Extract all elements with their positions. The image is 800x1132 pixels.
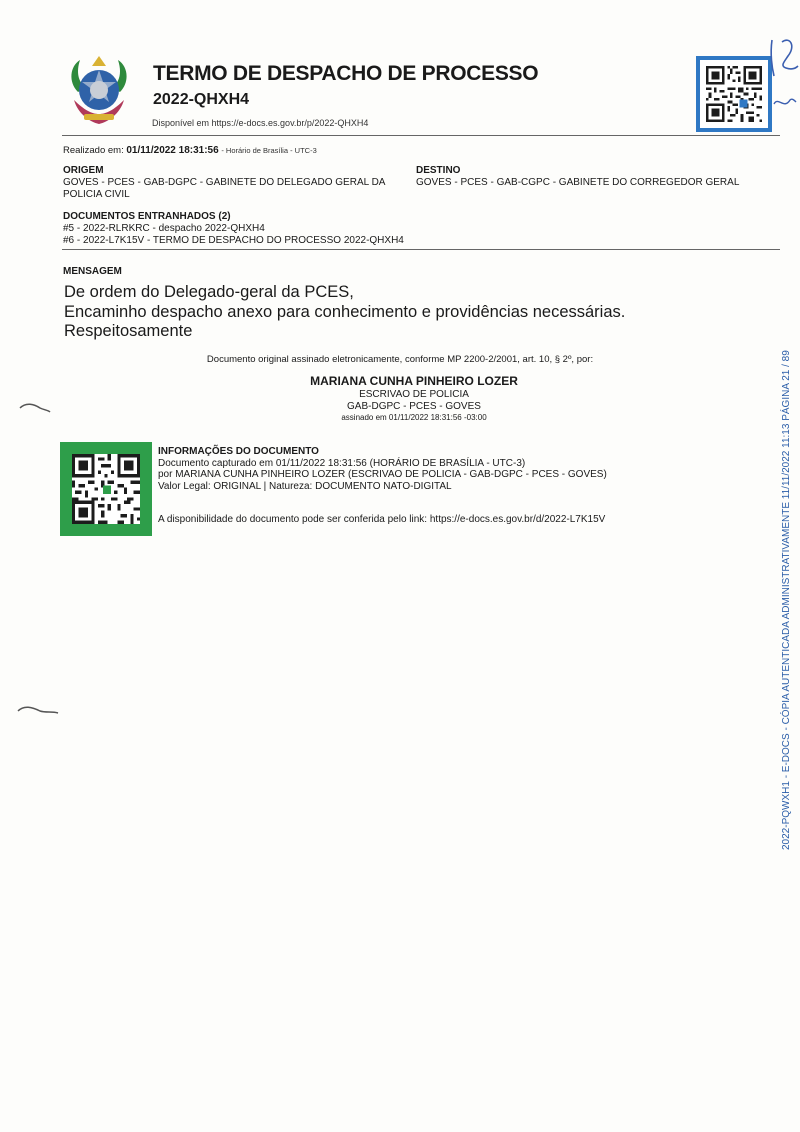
signature-note: Documento original assinado eletronicamente, conforme MP 2200-2/2001, art. 10, § 2º, por:	[206, 354, 594, 365]
document-item: #5 - 2022-RLRKRC - despacho 2022-QHXH4	[63, 223, 265, 234]
destination-label: DESTINO	[416, 165, 461, 176]
document-info-line: Documento capturado em 01/11/2022 18:31:56 (HORÁRIO DE BRASÍLIA - UTC-3)	[158, 457, 526, 469]
document-link[interactable]: A disponibilidade do documento pode ser conferida pelo link: https://e-docs.es.gov.br/d/2022-L7K15V	[158, 514, 606, 525]
document-title: TERMO DE DESPACHO DE PROCESSO	[153, 62, 539, 85]
process-code: 2022-QHXH4	[153, 91, 250, 108]
message-body	[64, 283, 625, 342]
qr-code-icon	[72, 454, 140, 524]
documents-label: DOCUMENTOS ENTRANHADOS (2)	[63, 211, 231, 222]
destination-value: GOVES - PCES - GAB-CGPC - GABINETE DO CORREGEDOR GERAL	[416, 177, 740, 188]
message-label: MENSAGEM	[63, 266, 122, 277]
qr-code-top	[696, 56, 772, 132]
realized-label: Realizado em:	[63, 145, 124, 156]
message-line: De ordem do Delegado-geral da PCES,	[64, 283, 354, 301]
coat-of-arms-icon	[64, 52, 134, 130]
availability-link[interactable]: Disponível em https://e-docs.es.gov.br/p/2022-QHXH4	[152, 118, 369, 128]
signer-department: GAB-DGPC - PCES - GOVES	[347, 401, 481, 412]
signer-name: MARIANA CUNHA PINHEIRO LOZER	[310, 374, 518, 388]
signer-role: ESCRIVAO DE POLICIA	[359, 389, 469, 400]
signed-at: assinado em 01/11/2022 18:31:56 -03:00	[341, 413, 487, 422]
scan-mark	[16, 703, 60, 717]
document-info	[158, 446, 607, 492]
origin-label: ORIGEM	[63, 165, 104, 176]
document-item: #6 - 2022-L7K15V - TERMO DE DESPACHO DO PROCESSO 2022-QHXH4	[63, 235, 404, 246]
qr-code-bottom	[60, 442, 152, 536]
realized-line	[63, 145, 317, 156]
header-divider	[62, 135, 780, 136]
scan-mark	[18, 400, 52, 414]
realized-timezone: - Horário de Brasília - UTC-3	[221, 146, 317, 155]
message-line: Encaminho despacho anexo para conhecimento e providências necessárias.	[64, 302, 626, 321]
document-info-line: Valor Legal: ORIGINAL | Natureza: DOCUMENTO NATO-DIGITAL	[158, 480, 452, 492]
side-authentication-note: 2022-PQWXH1 - E-DOCS - CÓPIA AUTENTICADA ADMINISTRATIVAMENTE 11/11/2022 11:13 PÁGINA 21 / 89	[781, 350, 792, 850]
origin-value: GOVES - PCES - GAB-DGPC - GABINETE DO DELEGADO GERAL DA POLICIA CIVIL	[63, 177, 385, 200]
qr-code-icon	[706, 66, 762, 122]
section-divider	[62, 249, 780, 250]
handwritten-mark	[764, 28, 800, 118]
document-info-line: por MARIANA CUNHA PINHEIRO LOZER (ESCRIVAO DE POLICIA - GAB-DGPC - PCES - GOVES)	[158, 469, 607, 481]
message-line: Respeitosamente	[64, 322, 193, 340]
realized-datetime: 01/11/2022 18:31:56	[126, 145, 219, 156]
document-info-title: INFORMAÇÕES DO DOCUMENTO	[158, 446, 319, 457]
